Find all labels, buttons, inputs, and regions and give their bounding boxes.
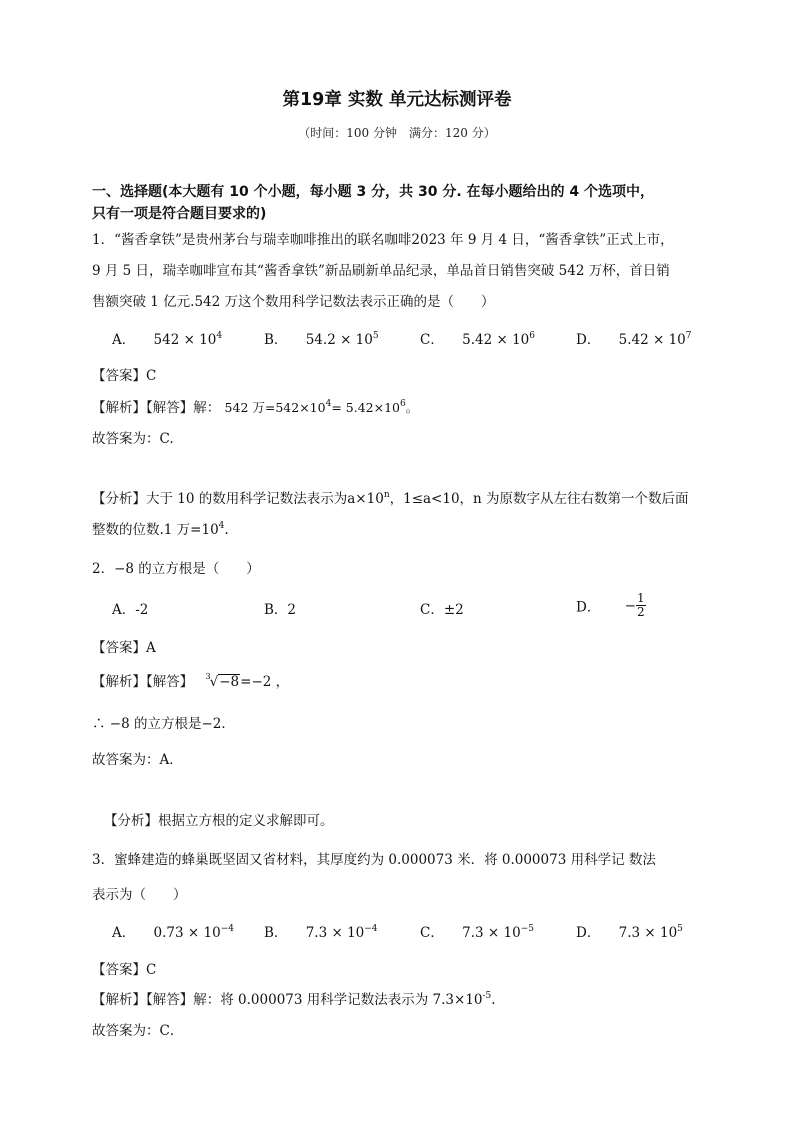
q3-option-d	[576, 921, 683, 941]
q1-option-a	[112, 328, 222, 348]
option-letter: C．	[420, 332, 444, 348]
option-letter: B．	[264, 925, 288, 941]
option-value: 2	[287, 602, 297, 618]
option-letter: D．	[576, 332, 601, 348]
option-value: $54.2 \times 10^5$	[305, 331, 379, 348]
q2-conclusion: 故答案为：A．	[92, 752, 183, 768]
q2-analysis: 【解析】【解答】 $^3$√−8=−2 ，	[92, 672, 290, 690]
q2-option-d	[576, 592, 646, 619]
option-value: $7.3 \times 10^5$	[618, 924, 683, 941]
cube-root-expression: $^3$√−8=−2 ，	[205, 672, 290, 690]
q3-option-a	[112, 921, 234, 941]
option-value: -2	[135, 602, 149, 618]
q3-answer: 【答案】C	[92, 962, 157, 978]
q1-option-b	[264, 328, 379, 348]
q2-fenxi: 【分析】根据立方根的定义求解即可。	[104, 813, 334, 829]
q3-conclusion: 故答案为：C．	[92, 1023, 184, 1039]
q3-stem-line2: 表示为（ ）	[92, 887, 187, 903]
q2-stem: 2．−8 的立方根是（ ）	[92, 561, 260, 577]
option-value: $7.3 \times 10^{-4}$	[305, 924, 378, 941]
option-letter: A．	[112, 332, 136, 348]
q1-stem-line2: 9 月 5 日，瑞幸咖啡宣布其“酱香拿铁”新品刷新单品纪录，单品首日销售突破 542 万杯，首日销	[92, 263, 670, 279]
option-value: $5.42 \times 10^7$	[618, 331, 692, 348]
q1-option-d	[576, 328, 692, 348]
option-letter: B．	[264, 332, 288, 348]
option-value: $542 \times 10^4$	[153, 331, 223, 348]
option-value: ±2	[443, 602, 464, 618]
q1-stem-line3: 售额突破 1 亿元.542 万这个数用科学记数法表示正确的是（ ）	[92, 294, 495, 310]
option-letter: B．	[264, 602, 288, 618]
section-heading-line2: 只有一项是符合题目要求的)	[92, 206, 267, 222]
section-heading-line1: 一、选择题(本大题有 10 个小题，每小题 3 分，共 30 分. 在每小题给出的 4 个选项中，	[92, 184, 655, 200]
option-letter: A．	[112, 602, 136, 618]
q2-option-c	[420, 598, 464, 618]
option-value: $5.42 \times 10^6$	[462, 331, 536, 348]
q2-therefore: ∴ −8 的立方根是−2．	[92, 716, 235, 732]
option-letter: C．	[420, 602, 444, 618]
q3-analysis: 【解析】【解答】解：将 0.000073 用科学记数法表示为 $7.3\times 10^{-5}$.	[92, 991, 496, 1008]
q1-analysis: 【解析】【解答】解： 542 万$=542\times 10^4= 5.42\times 10^6$。	[92, 399, 419, 416]
q1-answer: 【答案】C	[92, 368, 157, 384]
q2-option-a	[112, 598, 148, 618]
option-value: $0.73 \times 10^{-4}$	[153, 924, 234, 941]
option-letter: D．	[576, 599, 601, 616]
option-letter: C．	[420, 925, 444, 941]
q2-option-b	[264, 598, 296, 618]
exam-meta: （时间：100 分钟 满分：120 分）	[298, 126, 496, 140]
minus-sign: −	[624, 597, 636, 614]
q3-stem-line1: 3．蜜蜂建造的蜂巢既坚固又省材料，其厚度约为 0.000073 米．将 0.000073 用科学记 数法	[92, 852, 656, 868]
option-letter: D．	[576, 925, 601, 941]
q1-fenxi-line1: 【分析】大于 10 的数用科学记数法表示为$a\times 10^n$，1≤a<10，n 为原数字从左往右数第一个数后面	[92, 490, 689, 507]
option-value: $7.3 \times 10^{-5}$	[462, 924, 534, 941]
q1-stem-line1: 1．“酱香拿铁”是贵州茅台与瑞幸咖啡推出的联名咖啡2023 年 9 月 4 日，“酱香拿铁”正式上市，	[92, 232, 674, 248]
q1-option-c	[420, 328, 535, 348]
q3-option-c	[420, 921, 534, 941]
q2-answer: 【答案】A	[92, 640, 156, 656]
option-letter: A．	[112, 925, 136, 941]
page-title: 第19章 实数 单元达标测评卷	[282, 90, 512, 110]
q1-fenxi-line2: 整数的位数.1 万$=10^4$.	[92, 521, 229, 538]
q1-conclusion: 故答案为：C.	[92, 431, 174, 447]
fraction: $\frac{1}{2}$	[636, 591, 645, 619]
q3-option-b	[264, 921, 378, 941]
